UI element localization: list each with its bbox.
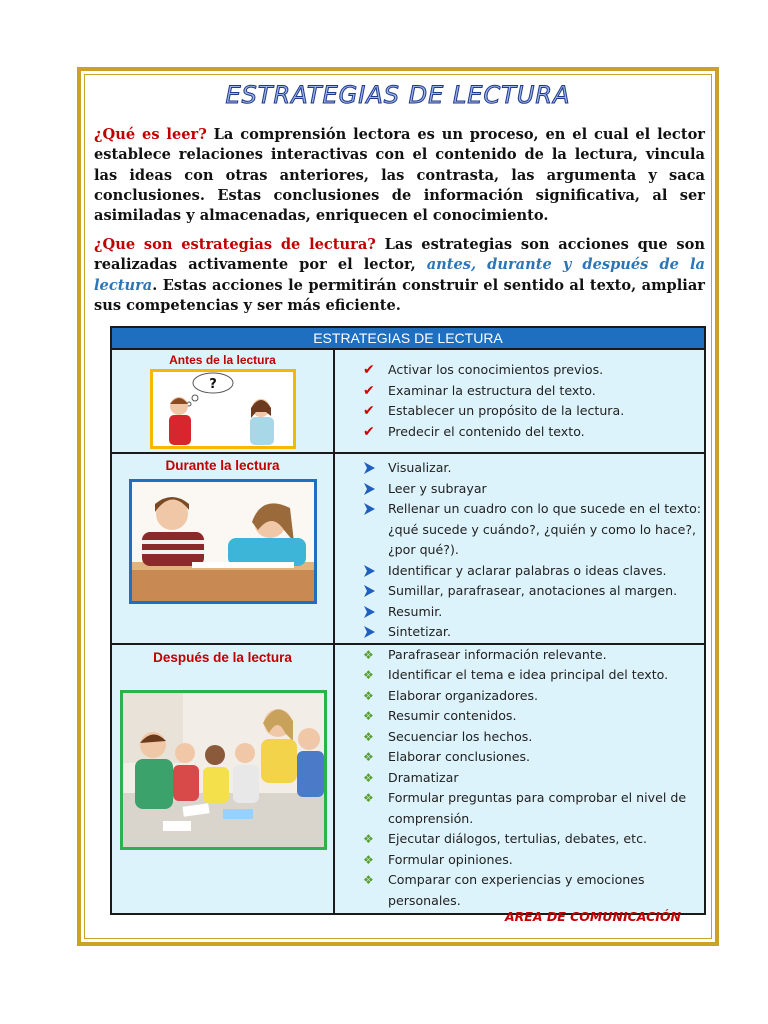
answer-que-es-leer: La comprensión lectora es un proceso, en el cual el lector establece relaciones interactivas con el contenido de la lectura, vincula las ideas con otras anteriores, las contrasta, las argumenta y saca conclusiones. Estas conclusiones de información significativa, al ser asimiladas y almacenadas, enriquecen el conocimiento. (94, 126, 705, 225)
diamond-cluster-icon: ❖ (363, 647, 374, 662)
list-item: ❖ Comparar con experiencias y emociones personales. (363, 872, 645, 908)
checkmark-icon: ✔ (363, 423, 375, 440)
diamond-cluster-icon: ❖ (363, 729, 374, 744)
list-item: ❖ Identificar el tema e idea principal del texto. (363, 665, 704, 686)
list-item: ❖ Resumir contenidos. (363, 706, 704, 727)
footer-area-label: AREA DE COMUNICACIÓN (504, 909, 681, 924)
list-item: ✔ Predecir el contenido del texto. (363, 422, 704, 443)
diamond-cluster-icon: ❖ (363, 750, 374, 764)
table-row-despues (111, 644, 705, 914)
page-frame (77, 67, 719, 946)
list-item: Identificar y aclarar palabras o ideas claves. (363, 561, 704, 582)
diamond-cluster-icon: ❖ (363, 852, 374, 867)
list-item: Sumillar, parafrasear, anotaciones al margen. (363, 581, 704, 602)
table-row-durante (111, 453, 705, 644)
table-header: ESTRATEGIAS DE LECTURA (111, 327, 705, 349)
question-que-es-leer: ¿Qué es leer? (94, 126, 207, 143)
answer-estrategias-emphasis: antes, durante y después de la lectura (94, 256, 705, 294)
thought-bubble-question: ? (209, 377, 217, 392)
diamond-cluster-icon: ❖ (363, 709, 374, 723)
list-item: ✔ Activar los conocimientos previos. (363, 360, 704, 381)
children-reading-group-image (120, 690, 327, 850)
list-item: ✔ Examinar la estructura del texto. (363, 381, 704, 402)
items-cell-durante (334, 453, 705, 644)
list-item: ❖ Formular preguntas para comprobar el nivel de comprensión. (363, 790, 687, 826)
arrow-right-icon (363, 499, 376, 523)
items-cell-despues (334, 644, 705, 914)
list-item: Rellenar un cuadro con lo que sucede en el texto: ¿qué sucede y cuándo?, ¿quién y como lo hace?, ¿por qué?). (363, 499, 704, 561)
list-item: Leer y subrayar (363, 479, 704, 500)
diamond-cluster-icon: ❖ (363, 668, 374, 682)
checkmark-icon: ✔ (363, 362, 375, 378)
diamond-cluster-icon: ❖ (363, 832, 374, 846)
list-item: ❖ Secuenciar los hechos. (363, 727, 704, 748)
checkmark-icon: ✔ (363, 403, 375, 419)
diamond-cluster-icon: ❖ (363, 688, 374, 703)
items-cell-antes (334, 349, 705, 453)
row-label-durante: Durante la lectura (165, 458, 280, 473)
table-row-antes (111, 349, 705, 453)
row-label-cell-despues (111, 644, 334, 914)
intro-paragraph-1 (94, 125, 705, 226)
list-item: ❖ Ejecutar diálogos, tertulias, debates, etc. (363, 829, 704, 850)
answer-estrategias-b: . Estas acciones le permitirán construir el sentido al texto, ampliar sus competencias y ser más eficiente. (94, 276, 705, 314)
list-item: Sintetizar. (363, 622, 704, 643)
arrow-right-icon (363, 622, 376, 646)
list-item: Visualizar. (363, 458, 704, 479)
row-label-cell-antes (111, 349, 334, 453)
list-item: ❖ Parafrasear información relevante. (363, 645, 704, 666)
row-label-cell-durante (111, 453, 334, 644)
checkmark-icon: ✔ (363, 382, 375, 399)
list-item: ❖ Dramatizar (363, 768, 704, 789)
intro-paragraph-2 (94, 235, 705, 316)
question-estrategias: ¿Que son estrategias de lectura? (94, 236, 376, 253)
list-item: ✔ Establecer un propósito de la lectura. (363, 401, 704, 422)
list-item: ❖ Elaborar conclusiones. (363, 747, 704, 768)
list-item: Resumir. (363, 602, 704, 623)
diamond-cluster-icon: ❖ (363, 791, 374, 805)
answer-estrategias-a: Las estrategias son acciones que son realizadas activamente por el lector, (94, 236, 705, 274)
diamond-cluster-icon: ❖ (363, 770, 374, 785)
list-durante (335, 458, 704, 643)
children-writing-image (129, 479, 317, 604)
row-label-despues: Después de la lectura (153, 649, 292, 665)
list-despues (335, 645, 704, 912)
strategies-table (110, 326, 706, 915)
list-item: ❖ Elaborar organizadores. (363, 686, 704, 707)
list-antes (335, 360, 704, 442)
list-item: ❖ Formular opiniones. (363, 850, 704, 871)
diamond-cluster-icon: ❖ (363, 873, 374, 887)
page-title: ESTRATEGIAS DE LECTURA (225, 81, 571, 109)
row-label-antes: Antes de la lectura (169, 353, 276, 367)
children-thinking-image (150, 369, 296, 449)
